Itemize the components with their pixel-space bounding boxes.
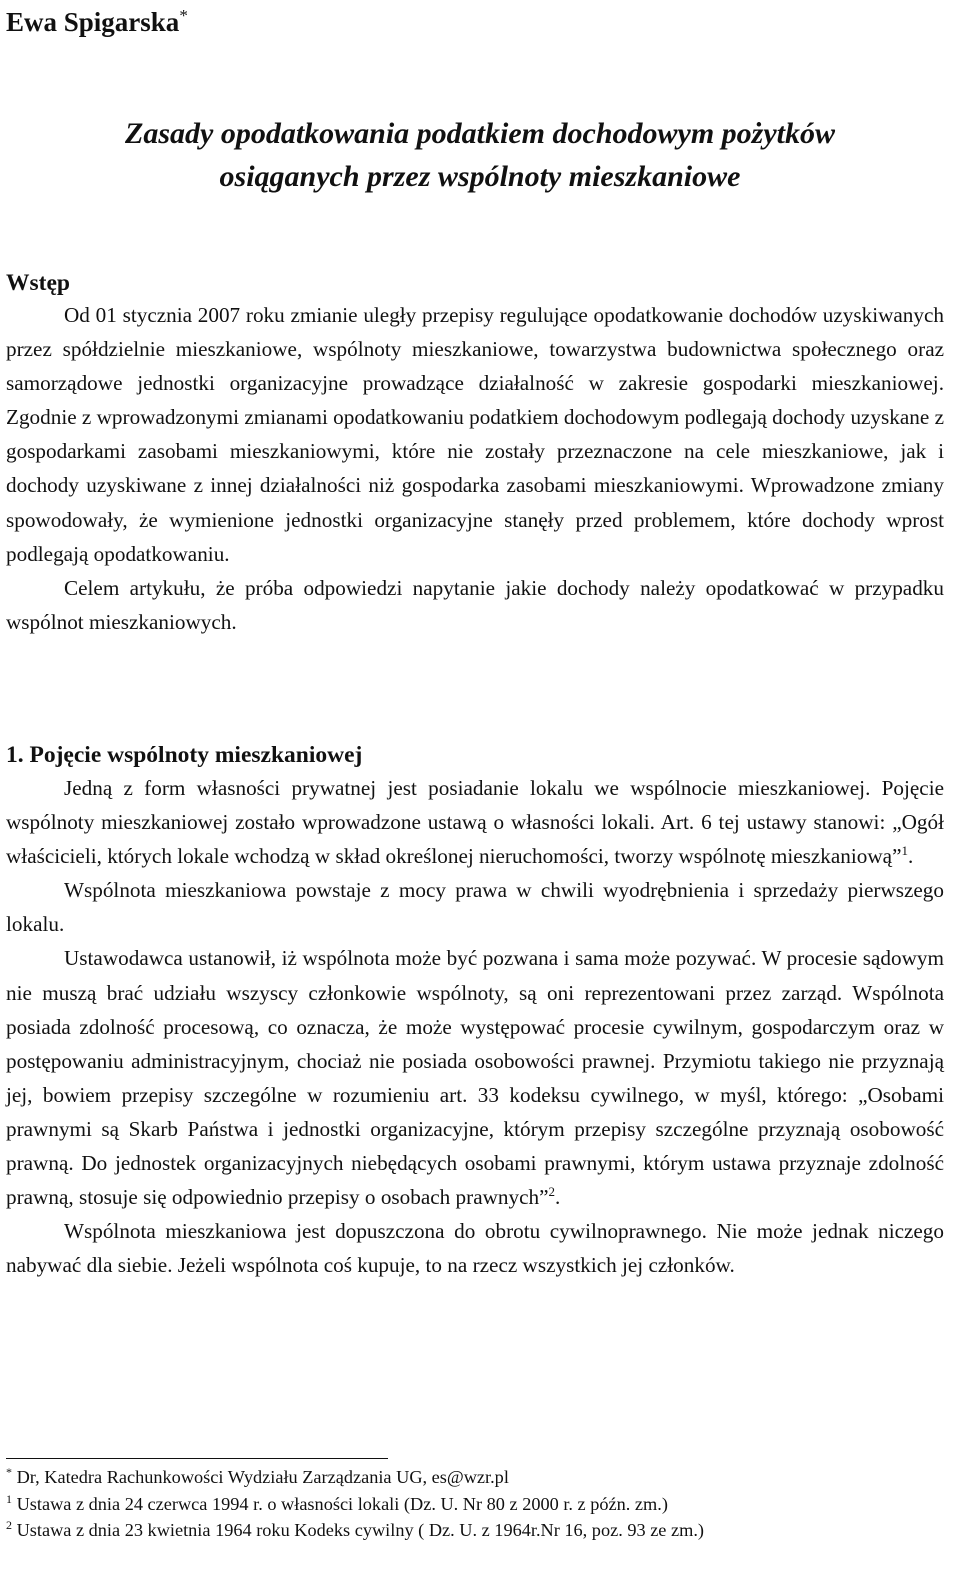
- author-name: [6, 4, 188, 40]
- author-name-text: Ewa Spigarska: [6, 7, 180, 37]
- footnote-text: Dr, Katedra Rachunkowości Wydziału Zarządzania UG, es@wzr.pl: [12, 1467, 509, 1487]
- section-1-paragraph-2: Wspólnota mieszkaniowa powstaje z mocy prawa w chwili wyodrębnienia i sprzedaży pierwszego lokalu.: [6, 878, 944, 937]
- footnote-2: [6, 1517, 946, 1544]
- section-1-paragraph-1: [6, 771, 944, 873]
- footnote-author: [6, 1464, 946, 1491]
- footnote-1: [6, 1491, 946, 1518]
- author-footnote-mark: *: [179, 6, 188, 25]
- intro-body: [6, 298, 944, 639]
- paper-title-line-1: Zasady opodatkowania podatkiem dochodowym pożytków: [125, 117, 835, 150]
- section-heading-intro: Wstęp: [6, 270, 70, 296]
- intro-paragraph-2: Celem artykułu, że próba odpowiedzi napytanie jakie dochody należy opodatkować w przypadku wspólnot mieszkaniowych.: [6, 575, 944, 634]
- footnote-separator: [6, 1458, 388, 1459]
- footnote-text: Ustawa z dnia 23 kwietnia 1964 roku Kodeks cywilny ( Dz. U. z 1964r.Nr 16, poz. 93 ze zm.): [12, 1520, 704, 1540]
- footnote-mark: 2: [6, 1517, 12, 1532]
- section-1-paragraph-1-text: Jedną z form własności prywatnej jest posiadanie lokalu we wspólnocie mieszkaniowej. Pojęcie wspólnoty mieszkaniowej zostało wprowadzone ustawą o własności lokali. Art. 6 tej ustawy stanowi: „Ogół właścicieli, których lokale wchodzą w skład określonej nieruchomości, tworzy wspólnotę mieszkaniową”: [6, 776, 944, 869]
- section-heading-1: 1. Pojęcie wspólnoty mieszkaniowej: [6, 742, 363, 768]
- footnote-text: Ustawa z dnia 24 czerwca 1994 r. o własności lokali (Dz. U. Nr 80 z 2000 r. z późn. zm.): [12, 1493, 668, 1514]
- section-1-paragraph-3-end: .: [555, 1185, 561, 1210]
- footnote-mark: *: [6, 1464, 12, 1479]
- footnotes: [6, 1464, 946, 1544]
- intro-paragraph-1: Od 01 stycznia 2007 roku zmianie uległy przepisy regulujące opodatkowanie dochodów uzyskiwanych przez spółdzielnie mieszkaniowe, wspólnoty mieszkaniowe, towarzystwa budownictwa społecznego oraz samorządowe jednostki organizacyjne prowadzące działalność w zakresie gospodarki mieszkaniowej. Zgodnie z wprowadzonymi zmianami opodatkowaniu podatkiem dochodowym podlegają dochody uzyskane z gospodarkami zasobami mieszkaniowymi, które nie zostały przeznaczone na cele mieszkaniowe, jak i dochody uzyskiwane z innej działalności niż gospodarka zasobami mieszkaniowymi. Wprowadzone zmiany spowodowały, że wymienione jednostki organizacyjne stanęły przed problemem, które dochody wprost podlegają opodatkowaniu.: [6, 303, 944, 566]
- paper-title: [0, 112, 960, 198]
- section-1-paragraph-1-end: .: [908, 844, 914, 869]
- section-1-paragraph-3: [6, 941, 944, 1214]
- section-1-body: [6, 771, 944, 1282]
- footnote-mark: 1: [6, 1491, 12, 1506]
- section-1-paragraph-3-text: Ustawodawca ustanowił, iż wspólnota może być pozwana i sama może pozywać. W procesie sądowym nie muszą brać udziału wszyscy członkowie wspólnoty, są oni reprezentowani przez zarząd. Wspólnota posiada zdolność procesową, co oznacza, że może występować procesie cywilnym, gospodarczym oraz w postępowaniu administracyjnym, chociaż nie posiada osobowości prawnej. Przymiotu takiego nie przyznają jej, bowiem przepisy szczególne w rozumieniu art. 33 kodeksu cywilnego, w myśl, którego: „Osobami prawnymi są Skarb Państwa i jednostki organizacyjne, którym przepisy szczególne przyznają osobowość prawną. Do jednostek organizacyjnych niebędących osobami prawnymi, którym ustawa przyznaje zdolność prawną, stosuje się odpowiednio przepisy o osobach prawnych”: [6, 946, 944, 1210]
- paper-title-line-2: osiąganych przez wspólnoty mieszkaniowe: [219, 160, 741, 193]
- section-1-paragraph-4: Wspólnota mieszkaniowa jest dopuszczona do obrotu cywilnoprawnego. Nie może jednak niczego nabywać dla siebie. Jeżeli wspólnota coś kupuje, to na rzecz wszystkich jej członków.: [6, 1219, 944, 1278]
- footnote-ref-1[interactable]: 1: [901, 843, 908, 859]
- footnote-ref-2[interactable]: 2: [548, 1184, 555, 1200]
